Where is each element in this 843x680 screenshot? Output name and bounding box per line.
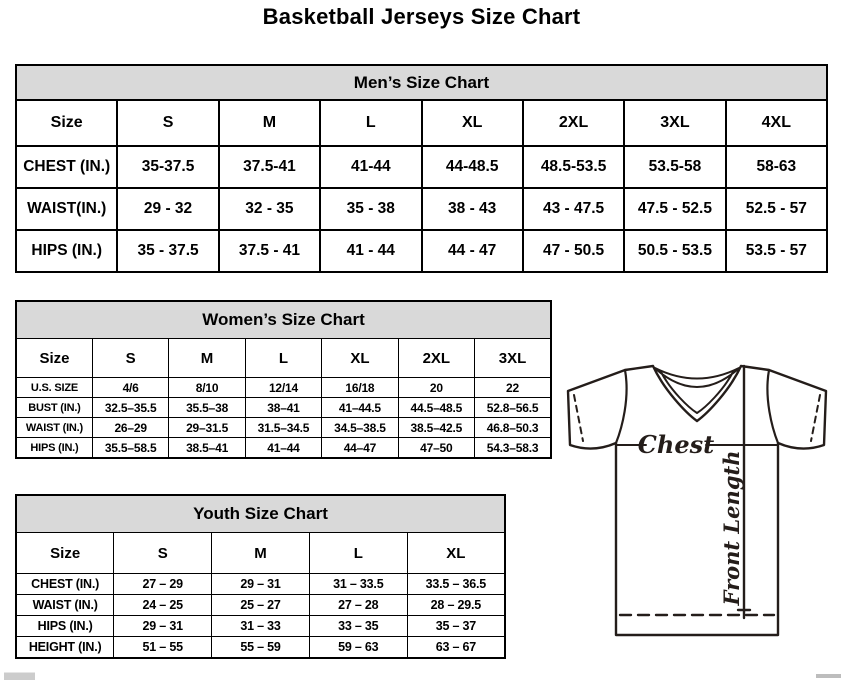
youth-column-header: L (309, 533, 407, 574)
youth-size-value: 28 – 29.5 (407, 595, 505, 616)
men-size-value: 37.5-41 (219, 146, 320, 188)
women-size-value: 34.5–38.5 (322, 418, 398, 438)
women-size-value: 12/14 (245, 378, 321, 398)
women-size-value: 44–47 (322, 438, 398, 459)
men-column-header: S (117, 100, 218, 146)
women-column-header: S (92, 339, 168, 378)
youth-row-label: HIPS (IN.) (16, 616, 114, 637)
women-row-label: WAIST (IN.) (16, 418, 92, 438)
men-table-row (16, 188, 827, 230)
front-length-label: Front Length (719, 450, 744, 606)
men-column-header: 4XL (726, 100, 827, 146)
men-size-value: 37.5 - 41 (219, 230, 320, 272)
women-size-value: 32.5–35.5 (92, 398, 168, 418)
women-size-value: 8/10 (169, 378, 245, 398)
men-size-value: 47 - 50.5 (523, 230, 624, 272)
women-size-value: 38–41 (245, 398, 321, 418)
youth-size-value: 27 – 28 (309, 595, 407, 616)
women-row-label: BUST (IN.) (16, 398, 92, 418)
men-column-header: L (320, 100, 421, 146)
men-size-value: 43 - 47.5 (523, 188, 624, 230)
men-row-label: WAIST(IN.) (16, 188, 117, 230)
men-size-value: 50.5 - 53.5 (624, 230, 725, 272)
youth-size-value: 55 – 59 (212, 637, 310, 659)
men-column-header: 2XL (523, 100, 624, 146)
women-table-row (16, 418, 551, 438)
men-column-header: 3XL (624, 100, 725, 146)
youth-size-value: 33.5 – 36.5 (407, 574, 505, 595)
men-row-label: HIPS (IN.) (16, 230, 117, 272)
women-row-label: HIPS (IN.) (16, 438, 92, 459)
youth-size-value: 25 – 27 (212, 595, 310, 616)
women-table-row (16, 398, 551, 418)
youth-column-header: Size (16, 533, 114, 574)
men-size-value: 44 - 47 (422, 230, 523, 272)
women-column-header: 2XL (398, 339, 474, 378)
women-size-value: 38.5–42.5 (398, 418, 474, 438)
women-size-value: 46.8–50.3 (475, 418, 551, 438)
women-row-label: U.S. SIZE (16, 378, 92, 398)
men-size-value: 53.5-58 (624, 146, 725, 188)
youth-table-row (16, 616, 505, 637)
women-table-title: Women’s Size Chart (16, 301, 551, 339)
women-column-header: Size (16, 339, 92, 378)
men-size-value: 35 - 38 (320, 188, 421, 230)
chest-label: Chest (637, 430, 715, 459)
men-table-row (16, 146, 827, 188)
women-size-value: 26–29 (92, 418, 168, 438)
women-column-header: XL (322, 339, 398, 378)
youth-size-value: 27 – 29 (114, 574, 212, 595)
women-size-value: 41–44.5 (322, 398, 398, 418)
youth-table-row (16, 595, 505, 616)
men-size-value: 35 - 37.5 (117, 230, 218, 272)
youth-size-value: 29 – 31 (212, 574, 310, 595)
youth-row-label: CHEST (IN.) (16, 574, 114, 595)
women-size-value: 47–50 (398, 438, 474, 459)
men-size-value: 35-37.5 (117, 146, 218, 188)
women-size-value: 31.5–34.5 (245, 418, 321, 438)
men-size-value: 29 - 32 (117, 188, 218, 230)
youth-size-value: 63 – 67 (407, 637, 505, 659)
women-size-value: 38.5–41 (169, 438, 245, 459)
youth-table-row (16, 637, 505, 659)
men-column-header: M (219, 100, 320, 146)
youth-column-header: S (114, 533, 212, 574)
youth-column-header: M (212, 533, 310, 574)
men-size-value: 32 - 35 (219, 188, 320, 230)
youth-row-label: HEIGHT (IN.) (16, 637, 114, 659)
men-row-label: CHEST (IN.) (16, 146, 117, 188)
women-column-header: 3XL (475, 339, 551, 378)
youth-size-value: 31 – 33 (212, 616, 310, 637)
women-size-value: 41–44 (245, 438, 321, 459)
scrollbar-fragment-right[interactable] (816, 674, 841, 678)
men-size-value: 52.5 - 57 (726, 188, 827, 230)
women-size-value: 4/6 (92, 378, 168, 398)
youth-size-value: 35 – 37 (407, 616, 505, 637)
women-size-value: 54.3–58.3 (475, 438, 551, 459)
youth-column-header: XL (407, 533, 505, 574)
men-table-title: Men’s Size Chart (16, 65, 827, 100)
women-size-value: 16/18 (322, 378, 398, 398)
men-size-value: 41-44 (320, 146, 421, 188)
page-title: Basketball Jerseys Size Chart (262, 4, 581, 29)
women-table-row (16, 378, 551, 398)
youth-table-row (16, 574, 505, 595)
women-size-value: 29–31.5 (169, 418, 245, 438)
men-size-value: 48.5-53.5 (523, 146, 624, 188)
youth-table-title: Youth Size Chart (16, 495, 505, 533)
men-table-row (16, 230, 827, 272)
women-size-value: 22 (475, 378, 551, 398)
jersey-measurement-diagram (556, 356, 843, 643)
youth-size-value: 29 – 31 (114, 616, 212, 637)
women-size-value: 35.5–38 (169, 398, 245, 418)
jersey-diagram-svg (556, 356, 843, 643)
women-size-value: 52.8–56.5 (475, 398, 551, 418)
men-size-value: 41 - 44 (320, 230, 421, 272)
women-column-header: L (245, 339, 321, 378)
youth-size-value: 31 – 33.5 (309, 574, 407, 595)
men-size-value: 47.5 - 52.5 (624, 188, 725, 230)
mens-size-table (15, 64, 828, 273)
men-size-value: 44-48.5 (422, 146, 523, 188)
womens-size-table (15, 300, 552, 459)
women-table-row (16, 438, 551, 459)
youth-size-table (15, 494, 506, 659)
men-size-value: 53.5 - 57 (726, 230, 827, 272)
women-column-header: M (169, 339, 245, 378)
youth-size-value: 24 – 25 (114, 595, 212, 616)
women-size-value: 44.5–48.5 (398, 398, 474, 418)
youth-size-value: 33 – 35 (309, 616, 407, 637)
men-column-header: Size (16, 100, 117, 146)
youth-size-value: 51 – 55 (114, 637, 212, 659)
women-size-value: 35.5–58.5 (92, 438, 168, 459)
youth-row-label: WAIST (IN.) (16, 595, 114, 616)
men-size-value: 38 - 43 (422, 188, 523, 230)
women-size-value: 20 (398, 378, 474, 398)
youth-size-value: 59 – 63 (309, 637, 407, 659)
jersey-outline (568, 366, 826, 635)
men-column-header: XL (422, 100, 523, 146)
men-size-value: 58-63 (726, 146, 827, 188)
